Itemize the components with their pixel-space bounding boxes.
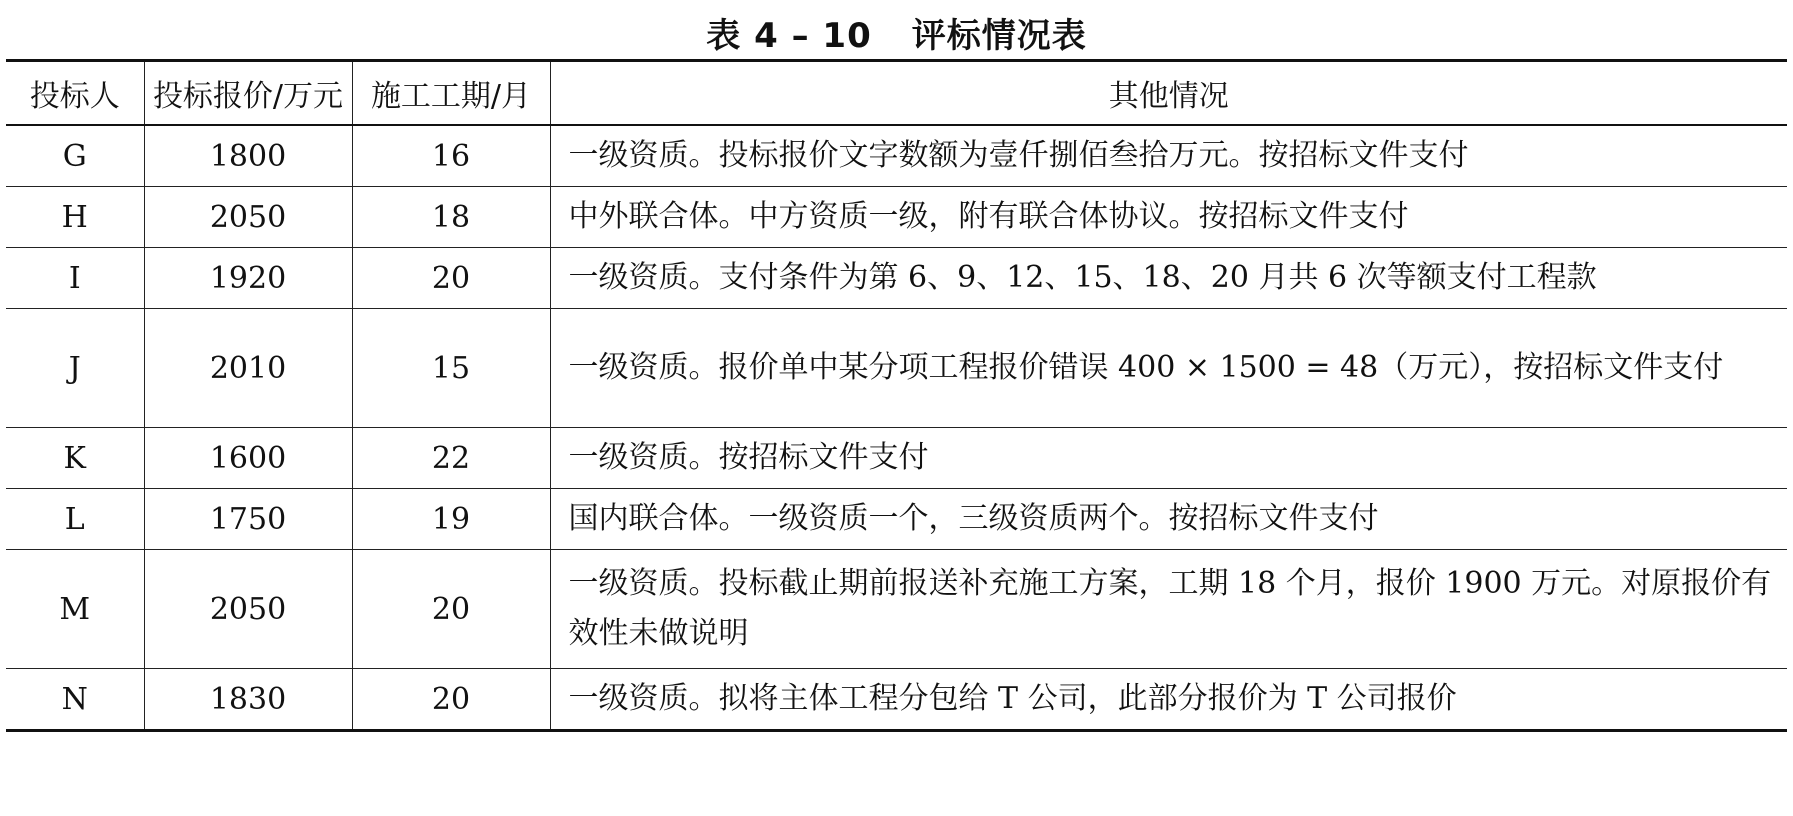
cell-note: 国内联合体。一级资质一个，三级资质两个。按招标文件支付 [550,489,1787,550]
cell-period: 22 [352,428,550,489]
cell-period: 18 [352,187,550,248]
cell-period: 20 [352,669,550,731]
cell-period: 19 [352,489,550,550]
cell-bidder: K [6,428,144,489]
table-row [6,309,1787,428]
table-caption [0,8,1793,57]
cell-note: 中外联合体。中方资质一级，附有联合体协议。按招标文件支付 [550,187,1787,248]
table-row [6,248,1787,309]
cell-price: 2010 [144,309,352,428]
cell-price: 1750 [144,489,352,550]
header-row [6,61,1787,126]
table-row [6,550,1787,669]
cell-period: 20 [352,550,550,669]
cell-price: 1800 [144,125,352,187]
cell-price: 1920 [144,248,352,309]
cell-note: 一级资质。投标截止期前报送补充施工方案，工期 18 个月，报价 1900 万元。对原报价有效性未做说明 [550,550,1787,669]
cell-bidder: L [6,489,144,550]
table-row [6,489,1787,550]
cell-price: 1600 [144,428,352,489]
cell-bidder: I [6,248,144,309]
cell-note: 一级资质。投标报价文字数额为壹仟捌佰叁拾万元。按招标文件支付 [550,125,1787,187]
cell-bidder: H [6,187,144,248]
cell-note: 一级资质。拟将主体工程分包给 T 公司，此部分报价为 T 公司报价 [550,669,1787,731]
cell-period: 16 [352,125,550,187]
header-period: 施工工期/月 [352,61,550,126]
header-price: 投标报价/万元 [144,61,352,126]
table-title: 评标情况表 [911,16,1087,56]
cell-bidder: J [6,309,144,428]
table-row [6,125,1787,187]
cell-price: 2050 [144,550,352,669]
cell-note: 一级资质。按招标文件支付 [550,428,1787,489]
cell-price: 1830 [144,669,352,731]
cell-note: 一级资质。支付条件为第 6、9、12、15、18、20 月共 6 次等额支付工程款 [550,248,1787,309]
cell-bidder: N [6,669,144,731]
cell-period: 15 [352,309,550,428]
table-number: 表 4 – 10 [706,16,872,56]
cell-bidder: G [6,125,144,187]
cell-note: 一级资质。报价单中某分项工程报价错误 400 × 1500 = 48（万元），按招标文件支付 [550,309,1787,428]
cell-period: 20 [352,248,550,309]
header-bidder: 投标人 [6,61,144,126]
cell-bidder: M [6,550,144,669]
cell-price: 2050 [144,187,352,248]
header-other: 其他情况 [550,61,1787,126]
bid-evaluation-table [6,59,1787,732]
table-row [6,669,1787,731]
table-row [6,428,1787,489]
table-row [6,187,1787,248]
